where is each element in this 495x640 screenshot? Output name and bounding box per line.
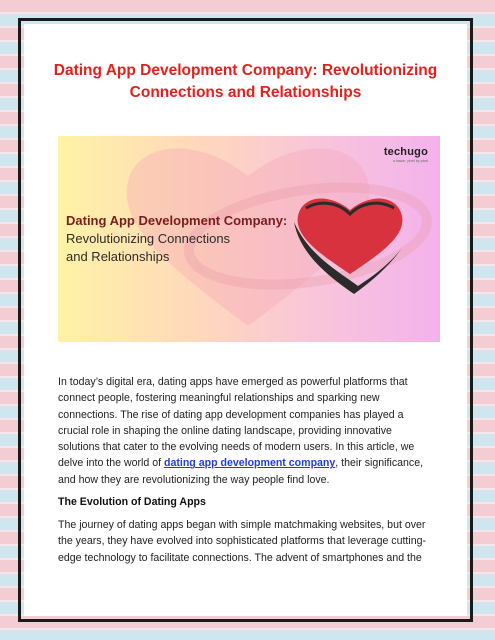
logo-wordmark: techugo <box>383 146 428 158</box>
intro-text-after-link: , their significance, and how they are revolutionizing the way people find love. <box>58 457 424 486</box>
section-heading: The Evolution of Dating Apps <box>58 496 206 508</box>
brand-logo <box>384 142 428 163</box>
document-page <box>24 24 467 616</box>
hero-banner <box>58 136 440 342</box>
intro-text-before-link: In today’s digital era, dating apps have emerged as powerful platforms that connect people, fostering meaningful relationships and sparking new connections. The rise of dating app development companies has played a crucial role in shaping the online dating landscape, providing innovative solutions that cater to the evolving needs of modern users. In this article, we delve into the world of <box>58 376 415 470</box>
banner-subheading: Revolutionizing Connections and Relationships <box>66 231 231 264</box>
logo-tagline: a fusion. pixel by pixel <box>392 159 428 163</box>
document-title: Dating App Development Company: Revolutionizing Connections and Relationships <box>53 62 438 101</box>
section-paragraph: The journey of dating apps began with simple matchmaking websites, but over the years, they have evolved into sophisticated platforms that leverage cutting-edge technology to facilitate connections. The advent of smartphones and the <box>58 519 427 564</box>
banner-heading: Dating App Development Company: <box>66 213 288 228</box>
banner-text <box>66 212 296 266</box>
dating-app-company-link[interactable]: dating app development company <box>164 457 336 470</box>
intro-paragraph <box>58 374 436 488</box>
